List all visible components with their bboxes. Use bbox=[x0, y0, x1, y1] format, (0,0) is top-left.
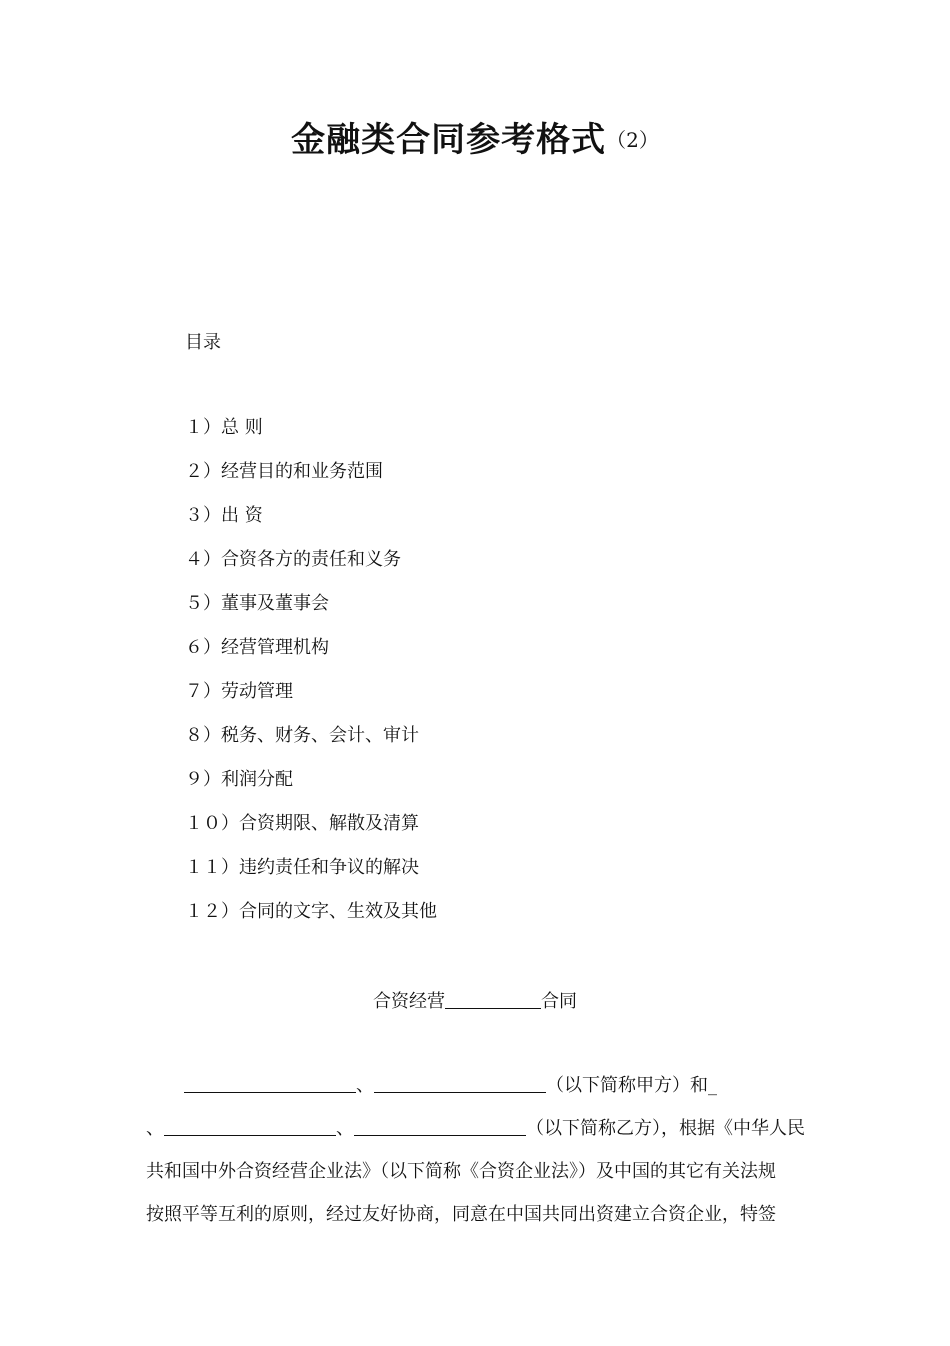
paragraph-line bbox=[146, 1073, 808, 1116]
paragraph-text: （以下简称乙方），根据《中华人民 bbox=[526, 1118, 805, 1139]
toc-item: ９）利润分配 bbox=[185, 769, 293, 790]
contract-title-prefix: 合资经营 bbox=[373, 991, 445, 1012]
separator-text: 、 bbox=[336, 1118, 354, 1139]
toc-item: １１）违约责任和争议的解决 bbox=[185, 857, 419, 878]
contract-title bbox=[0, 987, 950, 1013]
paragraph-text: （以下简称甲方）和_ bbox=[546, 1075, 717, 1096]
title-main-text: 金融类合同参考格式 bbox=[291, 120, 607, 160]
toc-item: ７）劳动管理 bbox=[185, 681, 293, 702]
paragraph-line: 按照平等互利的原则，经过友好协商，同意在中国共同出资建立合资企业，特签 bbox=[146, 1204, 776, 1225]
separator-text: 、 bbox=[356, 1075, 374, 1096]
toc-item: ８）税务、财务、会计、审计 bbox=[185, 725, 419, 746]
title-sub-text: （2） bbox=[606, 128, 659, 152]
paragraph-line: 共和国中外合资经营企业法》（以下简称《合资企业法》）及中国的其它有关法规 bbox=[146, 1161, 776, 1182]
separator-text: 、 bbox=[146, 1118, 164, 1139]
toc-item: ３）出 资 bbox=[185, 505, 263, 526]
toc-item: ４）合资各方的责任和义务 bbox=[185, 549, 401, 570]
toc-list bbox=[185, 416, 437, 944]
document-title bbox=[0, 112, 950, 161]
toc-item: １０）合资期限、解散及清算 bbox=[185, 813, 419, 834]
toc-heading: 目录 bbox=[185, 332, 221, 353]
fill-in-blank bbox=[164, 1117, 336, 1136]
fill-in-blank bbox=[354, 1117, 526, 1136]
toc-item: １）总 则 bbox=[185, 417, 263, 438]
toc-item: １２）合同的文字、生效及其他 bbox=[185, 901, 437, 922]
fill-in-blank bbox=[374, 1074, 546, 1093]
toc-item: ２）经营目的和业务范围 bbox=[185, 461, 383, 482]
fill-in-blank bbox=[445, 990, 541, 1009]
preamble-paragraph bbox=[146, 1073, 808, 1245]
toc-item: ６）经营管理机构 bbox=[185, 637, 329, 658]
fill-in-blank bbox=[184, 1074, 356, 1093]
contract-title-suffix: 合同 bbox=[541, 991, 577, 1012]
toc-item: ５）董事及董事会 bbox=[185, 593, 329, 614]
paragraph-line bbox=[146, 1116, 808, 1159]
